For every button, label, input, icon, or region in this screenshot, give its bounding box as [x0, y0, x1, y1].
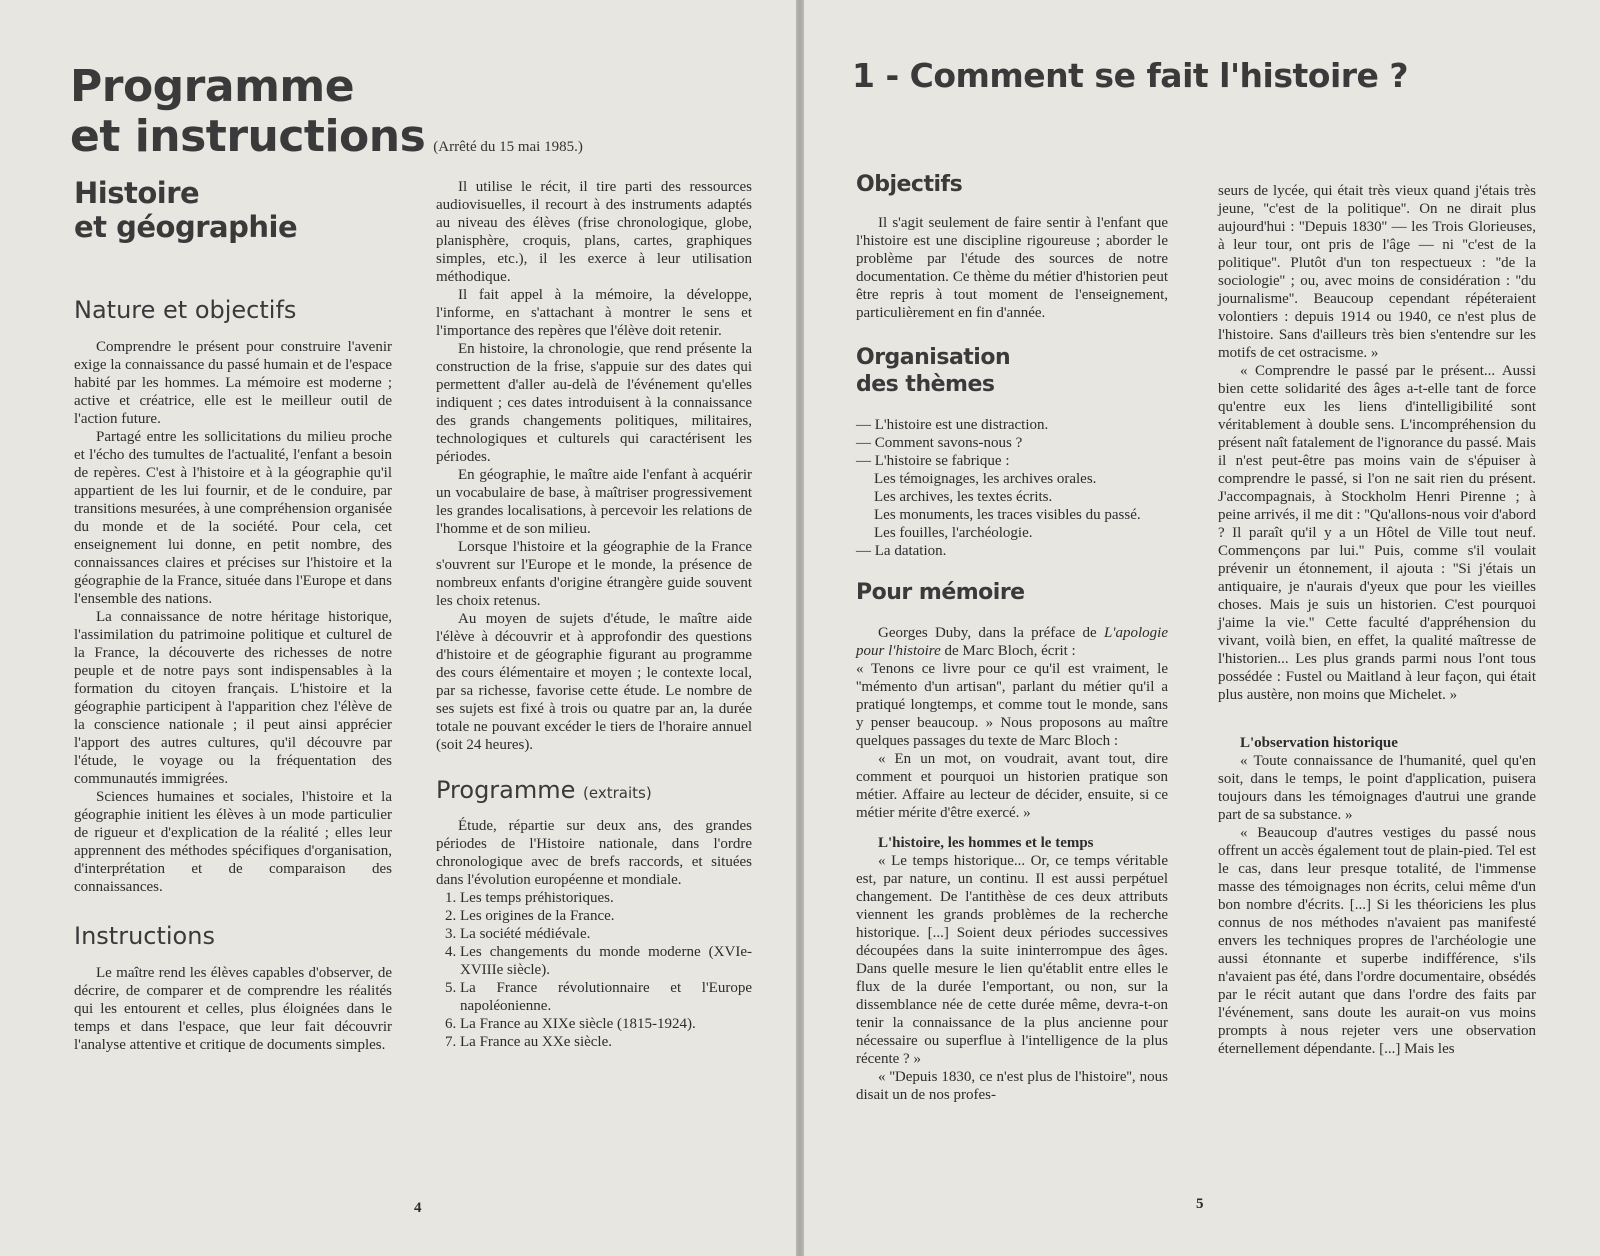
page-number-left: 4	[414, 1200, 422, 1216]
right-column-2	[1218, 182, 1536, 1058]
theme-item: — La datation.	[856, 543, 947, 559]
programme-item: 5. La France révolutionnaire et l'Europe napoléonienne.	[460, 979, 752, 1015]
nature-heading: Nature et objectifs	[74, 296, 297, 324]
arrete-date: (Arrêté du 15 mai 1985.)	[433, 139, 583, 155]
organisation-heading-line-1: Organisation	[856, 345, 1011, 370]
memoire-paragraph: « Tenons ce livre pour ce qu'il est vraiment, le ''mémento d'un artisan'', parlant du métier qu'il a pratiqué longtemps, et comme tout le monde, sans y penser beaucoup. » Nous proposons au maître quelques passages du texte de Marc Bloch :	[856, 661, 1168, 749]
nature-paragraph: Partagé entre les sollicitations du milieu proche et l'écho des tumultes de l'actualité, l'enfant a besoin de repères. C'est à l'histoire et à la géographie qu'il appartient de les lui fournir, et de le conduire, par transitions mesurées, à une compréhension organisée du monde et de la société. Pour cela, cet enseignement lui donne, en petit nombre, des connaissances claires et précises sur l'histoire et la géographie de la France, située dans l'Europe et dans l'ensemble des nations.	[74, 429, 392, 607]
programme-item: 2. Les origines de la France.	[460, 907, 752, 925]
instructions-paragraph: Lorsque l'histoire et la géographie de la France s'ouvrent sur l'Europe et le monde, la présence de nombreux enfants d'origine étrangère guide souvent les choix retenus.	[436, 539, 752, 609]
themes-list	[856, 416, 1168, 560]
right-column-1	[856, 172, 1168, 1104]
organisation-heading-line-2: des thèmes	[856, 372, 995, 397]
title-line-1: Programme	[70, 61, 355, 112]
left-page	[0, 0, 796, 1256]
objectifs-paragraph: Il s'agit seulement de faire sentir à l'enfant que l'histoire est une discipline rigoureuse ; aborder le problème par l'étude des sources de notre documentation. Ce thème du métier d'historien peut être repris à tout moment de l'enseignement, particulièrement en fin d'année.	[856, 215, 1168, 321]
instructions-paragraph: Au moyen de sujets d'étude, le maître aide l'élève à découvrir et à approfondir des questions d'histoire et de géographie figurant au programme des cours élémentaire et moyen ; le contexte local, par sa richesse, favorise cette étude. Le nombre de ses sujets est fixé à trois ou quatre par an, la durée totale ne pouvant excéder le tiers de l'horaire annuel (soit 24 heures).	[436, 611, 752, 753]
left-column-2	[436, 178, 752, 1051]
programme-item: 3. La société médiévale.	[460, 925, 752, 943]
programme-intro: Étude, répartie sur deux ans, des grandes périodes de l'Histoire nationale, dans l'ordre chronologique avec de brefs raccords, et situées dans l'évolution européenne et mondiale.	[436, 818, 752, 888]
instructions-paragraph: Il fait appel à la mémoire, la développe, l'informe, en s'attachant à montrer le sens et l'importance des repères que l'élève doit retenir.	[436, 287, 752, 339]
programme-item: 1. Les temps préhistoriques.	[460, 889, 752, 907]
observation-paragraph: « Toute connaissance de l'humanité, quel qu'en soit, dans le temps, le point d'application, puisera toujours dans les témoignages d'autrui une grande part de sa substance. »	[1218, 753, 1536, 823]
subtitle	[74, 176, 392, 244]
programme-heading-text: Programme	[436, 776, 576, 804]
quote-paragraph: « Comprendre le passé par le présent... Aussi bien cette solidarité des âges a-t-elle tant de force qu'entre eux les liens d'intelligibilité sont véritablement à double sens. L'incompréhension du présent naît fatalement de l'ignorance du passé. Mais il n'est peut-être pas moins vain de s'épuiser à comprendre le passé, si l'on ne sait rien du présent. J'accompagnais, à Stockholm Henri Pirenne ; à peine arrivés, il me dit : ''Qu'allons-nous voir d'abord ? Il paraît qu'il y a un Hôtel de Ville tout neuf. Commençons par lui.'' Puis, comme s'il voulait prévenir un étonnement, il ajouta : ''Si j'étais un antiquaire, je n'aurais d'yeux que pour les vieilles choses. Mais je suis un historien. C'est pourquoi j'aime la vie.'' Cette faculté d'appréhension du vivant, voilà bien, en effet, la qualité maîtresse de l'historien... Les plus grands parmi nous l'ont tous possédée : Fustel ou Maitland à leur façon, qui était plus austère, non moins que Michelet. »	[1218, 363, 1536, 703]
title-line-2: et instructions	[70, 111, 426, 162]
programme-item: 4. Les changements du monde moderne (XVIe-XVIIIe siècle).	[460, 943, 752, 979]
memoire-intro-text: Georges Duby, dans la préface de	[878, 625, 1104, 641]
book-gutter	[796, 0, 804, 1256]
chapter-title: 1 - Comment se fait l'histoire ?	[852, 56, 1409, 95]
instructions-paragraph: Il utilise le récit, il tire parti des ressources audiovisuelles, il recourt à des instruments adaptés au niveau des élèves (frise chronologique, globe, planisphère, croquis, plans, cartes, graphiques simples, etc.), il les exerce à leur utilisation méthodique.	[436, 179, 752, 285]
hommes-heading: L'histoire, les hommes et le temps	[878, 835, 1094, 851]
nature-paragraph: Sciences humaines et sociales, l'histoire et la géographie initient les élèves à un mode particulier de rigueur et d'explication de la réalité ; elles leur apprennent des méthodes spécifiques d'organisation, d'interprétation et de comparaison des connaissances.	[74, 789, 392, 895]
objectifs-heading: Objectifs	[856, 172, 963, 197]
memoire-intro-text: de Marc Bloch, écrit :	[940, 643, 1076, 659]
subtheme-item: Les archives, les textes écrits.	[874, 489, 1053, 505]
subtitle-line-1: Histoire	[74, 176, 200, 210]
theme-item: — Comment savons-nous ?	[856, 435, 1023, 451]
observation-paragraph: « Beaucoup d'autres vestiges du passé nous offrent un accès également tout de plain-pied. Tel est le cas, dans leur presque totalité, de l'immense masse des témoignages non écrits, celui même d'un bon nombre d'écrits. [...] Si les théoriciens les plus connus de nos méthodes n'avaient pas manifesté envers les techniques propres de l'archéologie une aussi étonnante et superbe indifférence, s'ils n'avaient pas été, dans l'ordre documentaire, obsédés par le récit autant que dans l'ordre des faits par l'événement, sans doute les aurait-on vus moins prompts à nous rejeter vers une observation éternellement dépendante. [...] Mais les	[1218, 825, 1536, 1057]
memoire-paragraph: « En un mot, on voudrait, avant tout, dire comment et pourquoi un historien pratique son métier. Affaire au lecteur de décider, ensuite, si ce métier mérite d'être exercé. »	[856, 751, 1168, 821]
subtheme-item: Les monuments, les traces visibles du passé.	[874, 507, 1141, 523]
programme-extraits: (extraits)	[583, 784, 652, 802]
memoire-intro	[856, 624, 1168, 660]
subtheme-item: Les témoignages, les archives orales.	[874, 471, 1097, 487]
book-title: L'apologie pour l'histoire	[856, 625, 1168, 659]
programme-list	[436, 889, 752, 1051]
instructions-paragraph: En géographie, le maître aide l'enfant à acquérir un vocabulaire de base, à maîtriser progressivement les grandes localisations, à percevoir les relations de l'homme et de son milieu.	[436, 467, 752, 537]
page-number-right: 5	[1196, 1196, 1204, 1212]
hommes-paragraph: « ''Depuis 1830, ce n'est plus de l'histoire'', nous disait un de nos profes-	[856, 1069, 1168, 1103]
theme-item: — L'histoire se fabrique :	[856, 453, 1010, 469]
instructions-paragraph: En histoire, la chronologie, que rend présente la construction de la frise, s'appuie sur des dates qui permettent d'aller au-delà de l'événement qu'elles indiquent ; ces dates introduisent à la connaissance des grands changements politiques, militaires, technologiques et culturels qui caractérisent les périodes.	[436, 341, 752, 465]
instructions-paragraph: Le maître rend les élèves capables d'observer, de décrire, de comparer et de comprendre les réalités qui les entourent et celles, plus éloignées dans le temps et dans l'espace, que leur fait découvrir l'analyse attentive et critique de documents simples.	[74, 965, 392, 1053]
subtheme-item: Les fouilles, l'archéologie.	[874, 525, 1033, 541]
theme-item: — L'histoire est une distraction.	[856, 417, 1049, 433]
programme-item: 7. La France au XXe siècle.	[460, 1033, 752, 1051]
nature-paragraph: Comprendre le présent pour construire l'avenir exige la connaissance du passé humain et de l'espace habité par les hommes. La mémoire est moderne ; active et créatrice, elle est le meilleur outil de l'action future.	[74, 339, 392, 427]
organisation-heading	[856, 344, 1168, 398]
observation-heading: L'observation historique	[1240, 735, 1398, 751]
hommes-paragraph: « Le temps historique... Or, ce temps véritable est, par nature, un continu. Il est aussi perpétuel changement. De l'antithèse de ces deux attributs viennent les grands problèmes de la recherche historique. [...] Soient deux périodes successives découpées dans la suite ininterrompue des âges. Dans quelle mesure le lien qu'établit entre elles le flux de la durée l'emportant, ou non, sur la dissemblance née de cette durée même, devra-t-on tenir la connaissance de la plus ancienne pour nécessaire ou superflue à l'intelligence de la plus récente ? »	[856, 853, 1168, 1067]
main-title	[70, 62, 583, 172]
quote-paragraph: seurs de lycée, qui était très vieux quand j'étais très jeune, ''c'est de la politique''. On ne dirait plus aujourd'hui : ''Depuis 1830'' — les Trois Glorieuses, à leur tour, ont pris de l'âge — ni ''c'est de la politique''. Plutôt d'un ton respectueux : ''de la sociologie'' ; ou, avec moins de considération : ''du journalisme''. Beaucoup cependant répéteraient volontiers : depuis 1914 ou 1940, ce n'est plus de l'histoire. Sans d'ailleurs très bien s'entendre sur les motifs de cet ostracisme. »	[1218, 183, 1536, 361]
subtitle-line-2: et géographie	[74, 210, 298, 244]
programme-item: 6. La France au XIXe siècle (1815-1924).	[460, 1015, 752, 1033]
nature-paragraph: La connaissance de notre héritage historique, l'assimilation du patrimoine politique et culturel de la France, la découverte des richesses de notre peuple et de notre pays sont indispensables à la formation du citoyen français. L'histoire et la géographie participent à l'apparition chez l'élève de la conscience nationale ; il peut ainsi apprécier l'apport des autres cultures, qu'il découvre par l'étude, le voyage ou la fréquentation des communautés immigrées.	[74, 609, 392, 787]
programme-heading	[436, 776, 752, 807]
left-column-1	[74, 176, 392, 1054]
instructions-heading: Instructions	[74, 922, 215, 950]
memoire-heading: Pour mémoire	[856, 580, 1025, 605]
